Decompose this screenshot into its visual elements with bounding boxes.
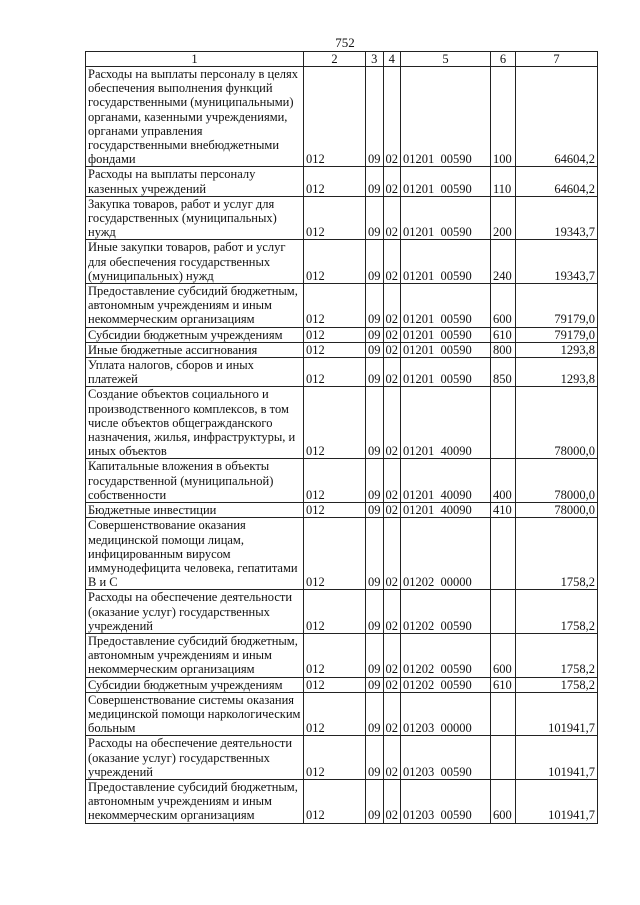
- ministry-code-cell: 012: [304, 342, 366, 357]
- expense-type-cell: [491, 692, 516, 736]
- row-name-cell: Предоставление субсидий бюджетным, автономным учреждениям и иным некоммерческим организациям: [86, 779, 304, 823]
- row-name-cell: Закупка товаров, работ и услуг для государственных (муниципальных) нужд: [86, 196, 304, 240]
- row-name-cell: Предоставление субсидий бюджетным, автономным учреждениям и иным некоммерческим организациям: [86, 633, 304, 677]
- target-article-cell: 01201 00590: [401, 67, 491, 167]
- ministry-code-cell: 012: [304, 518, 366, 590]
- ministry-code-cell: 012: [304, 633, 366, 677]
- target-article-cell: 01201 00590: [401, 167, 491, 196]
- ministry-code-cell: 012: [304, 327, 366, 342]
- row-name-cell: Субсидии бюджетным учреждениям: [86, 677, 304, 692]
- table-row: [86, 284, 598, 328]
- row-name-cell: Бюджетные инвестиции: [86, 503, 304, 518]
- amount-cell: 79179,0: [516, 327, 598, 342]
- amount-cell: 64604,2: [516, 167, 598, 196]
- subsection-code-cell: 02: [383, 342, 401, 357]
- section-code-cell: 09: [366, 692, 384, 736]
- table-row: [86, 387, 598, 459]
- row-name-cell: Расходы на обеспечение деятельности (оказание услуг) государственных учреждений: [86, 590, 304, 634]
- expense-type-cell: 600: [491, 633, 516, 677]
- page-number: 752: [335, 35, 355, 50]
- row-name-cell: Иные бюджетные ассигнования: [86, 342, 304, 357]
- subsection-code-cell: 02: [383, 736, 401, 780]
- expense-type-cell: 800: [491, 342, 516, 357]
- amount-cell: 101941,7: [516, 779, 598, 823]
- row-name-cell: Совершенствование оказания медицинской помощи лицам, инфицированным вирусом иммунодефицита человека, гепатитами В и С: [86, 518, 304, 590]
- amount-cell: 1293,8: [516, 342, 598, 357]
- row-name-cell: Создание объектов социального и производственного комплексов, в том числе объектов общегражданского назначения, жилья, инфраструктуры, и иных объектов: [86, 387, 304, 459]
- table-row: [86, 240, 598, 284]
- ministry-code-cell: 012: [304, 387, 366, 459]
- expense-type-cell: [491, 590, 516, 634]
- row-name-cell: Расходы на выплаты персоналу в целях обеспечения выполнения функций государственными (муниципальными) органами, казенными учреждениями, органами управления государственными внебюджетными фондами: [86, 67, 304, 167]
- subsection-code-cell: 02: [383, 779, 401, 823]
- expense-type-cell: 610: [491, 327, 516, 342]
- section-code-cell: 09: [366, 590, 384, 634]
- target-article-cell: 01201 40090: [401, 503, 491, 518]
- expense-type-cell: 240: [491, 240, 516, 284]
- section-code-cell: 09: [366, 358, 384, 387]
- table-row: [86, 692, 598, 736]
- row-name-cell: Предоставление субсидий бюджетным, автономным учреждениям и иным некоммерческим организациям: [86, 284, 304, 328]
- amount-cell: 78000,0: [516, 503, 598, 518]
- subsection-code-cell: 02: [383, 358, 401, 387]
- table-row: [86, 633, 598, 677]
- subsection-code-cell: 02: [383, 284, 401, 328]
- column-header: 1: [86, 52, 304, 67]
- target-article-cell: 01201 40090: [401, 387, 491, 459]
- amount-cell: 78000,0: [516, 387, 598, 459]
- ministry-code-cell: 012: [304, 167, 366, 196]
- budget-table: [85, 51, 598, 824]
- table-row: [86, 590, 598, 634]
- section-code-cell: 09: [366, 327, 384, 342]
- row-name-cell: Субсидии бюджетным учреждениям: [86, 327, 304, 342]
- subsection-code-cell: 02: [383, 677, 401, 692]
- table-row: [86, 503, 598, 518]
- amount-cell: 1758,2: [516, 518, 598, 590]
- target-article-cell: 01202 00590: [401, 677, 491, 692]
- expense-type-cell: 600: [491, 284, 516, 328]
- table-row: [86, 677, 598, 692]
- ministry-code-cell: 012: [304, 358, 366, 387]
- subsection-code-cell: 02: [383, 459, 401, 503]
- ministry-code-cell: 012: [304, 736, 366, 780]
- row-name-cell: Капитальные вложения в объекты государственной (муниципальной) собственности: [86, 459, 304, 503]
- target-article-cell: 01201 00590: [401, 358, 491, 387]
- amount-cell: 1758,2: [516, 590, 598, 634]
- column-header: 2: [304, 52, 366, 67]
- section-code-cell: 09: [366, 677, 384, 692]
- column-header: 3: [366, 52, 384, 67]
- section-code-cell: 09: [366, 518, 384, 590]
- ministry-code-cell: 012: [304, 459, 366, 503]
- amount-cell: 101941,7: [516, 692, 598, 736]
- row-name-cell: Иные закупки товаров, работ и услуг для обеспечения государственных (муниципальных) нужд: [86, 240, 304, 284]
- ministry-code-cell: 012: [304, 779, 366, 823]
- table-row: [86, 736, 598, 780]
- ministry-code-cell: 012: [304, 67, 366, 167]
- amount-cell: 101941,7: [516, 736, 598, 780]
- expense-type-cell: 100: [491, 67, 516, 167]
- table-row: [86, 779, 598, 823]
- expense-type-cell: 850: [491, 358, 516, 387]
- target-article-cell: 01203 00590: [401, 736, 491, 780]
- section-code-cell: 09: [366, 284, 384, 328]
- table-row: [86, 196, 598, 240]
- target-article-cell: 01202 00590: [401, 633, 491, 677]
- target-article-cell: 01202 00000: [401, 518, 491, 590]
- ministry-code-cell: 012: [304, 240, 366, 284]
- section-code-cell: 09: [366, 633, 384, 677]
- row-name-cell: Совершенствование системы оказания медицинской помощи наркологическим больным: [86, 692, 304, 736]
- expense-type-cell: 200: [491, 196, 516, 240]
- section-code-cell: 09: [366, 240, 384, 284]
- target-article-cell: 01203 00590: [401, 779, 491, 823]
- amount-cell: 19343,7: [516, 240, 598, 284]
- ministry-code-cell: 012: [304, 692, 366, 736]
- ministry-code-cell: 012: [304, 503, 366, 518]
- section-code-cell: 09: [366, 736, 384, 780]
- ministry-code-cell: 012: [304, 590, 366, 634]
- expense-type-cell: 600: [491, 779, 516, 823]
- section-code-cell: 09: [366, 167, 384, 196]
- row-name-cell: Уплата налогов, сборов и иных платежей: [86, 358, 304, 387]
- target-article-cell: 01201 00590: [401, 327, 491, 342]
- target-article-cell: 01202 00590: [401, 590, 491, 634]
- table-row: [86, 67, 598, 167]
- table-row: [86, 167, 598, 196]
- target-article-cell: 01203 00000: [401, 692, 491, 736]
- subsection-code-cell: 02: [383, 503, 401, 518]
- expense-type-cell: 410: [491, 503, 516, 518]
- column-header: 4: [383, 52, 401, 67]
- column-header: 5: [401, 52, 491, 67]
- subsection-code-cell: 02: [383, 692, 401, 736]
- target-article-cell: 01201 00590: [401, 240, 491, 284]
- expense-type-cell: 610: [491, 677, 516, 692]
- ministry-code-cell: 012: [304, 196, 366, 240]
- table-row: [86, 342, 598, 357]
- amount-cell: 64604,2: [516, 67, 598, 167]
- ministry-code-cell: 012: [304, 677, 366, 692]
- target-article-cell: 01201 40090: [401, 459, 491, 503]
- table-body: [86, 67, 598, 824]
- subsection-code-cell: 02: [383, 67, 401, 167]
- ministry-code-cell: 012: [304, 284, 366, 328]
- section-code-cell: 09: [366, 387, 384, 459]
- amount-cell: 19343,7: [516, 196, 598, 240]
- target-article-cell: 01201 00590: [401, 196, 491, 240]
- row-name-cell: Расходы на выплаты персоналу казенных учреждений: [86, 167, 304, 196]
- amount-cell: 1293,8: [516, 358, 598, 387]
- column-header: 7: [516, 52, 598, 67]
- section-code-cell: 09: [366, 779, 384, 823]
- expense-type-cell: [491, 518, 516, 590]
- column-header: 6: [491, 52, 516, 67]
- amount-cell: 78000,0: [516, 459, 598, 503]
- target-article-cell: 01201 00590: [401, 342, 491, 357]
- subsection-code-cell: 02: [383, 240, 401, 284]
- section-code-cell: 09: [366, 196, 384, 240]
- subsection-code-cell: 02: [383, 518, 401, 590]
- expense-type-cell: 110: [491, 167, 516, 196]
- subsection-code-cell: 02: [383, 387, 401, 459]
- row-name-cell: Расходы на обеспечение деятельности (оказание услуг) государственных учреждений: [86, 736, 304, 780]
- expense-type-cell: 400: [491, 459, 516, 503]
- section-code-cell: 09: [366, 67, 384, 167]
- subsection-code-cell: 02: [383, 590, 401, 634]
- target-article-cell: 01201 00590: [401, 284, 491, 328]
- expense-type-cell: [491, 387, 516, 459]
- subsection-code-cell: 02: [383, 633, 401, 677]
- subsection-code-cell: 02: [383, 167, 401, 196]
- table-row: [86, 518, 598, 590]
- section-code-cell: 09: [366, 342, 384, 357]
- section-code-cell: 09: [366, 503, 384, 518]
- table-row: [86, 358, 598, 387]
- amount-cell: 1758,2: [516, 633, 598, 677]
- subsection-code-cell: 02: [383, 196, 401, 240]
- table-row: [86, 327, 598, 342]
- column-number-row: [86, 52, 598, 67]
- expense-type-cell: [491, 736, 516, 780]
- section-code-cell: 09: [366, 459, 384, 503]
- subsection-code-cell: 02: [383, 327, 401, 342]
- amount-cell: 79179,0: [516, 284, 598, 328]
- amount-cell: 1758,2: [516, 677, 598, 692]
- table-row: [86, 459, 598, 503]
